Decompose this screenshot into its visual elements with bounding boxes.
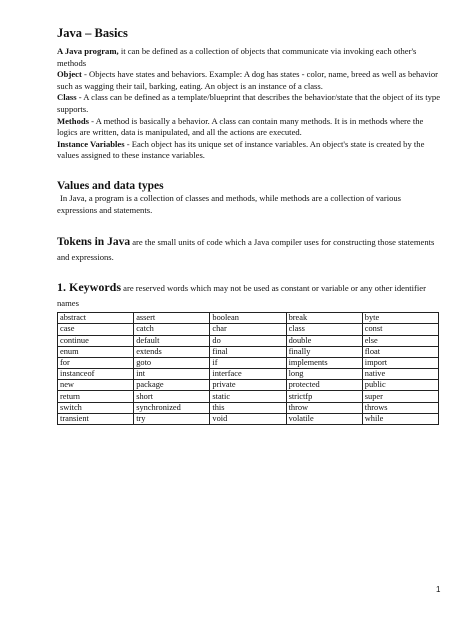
definition-term: Class [57,92,77,103]
table-cell: case [58,324,134,335]
table-row [58,391,439,402]
table-cell: public [362,380,438,391]
table-cell: try [134,413,210,424]
table-cell: new [58,380,134,391]
definition-term: Methods [57,115,89,126]
table-cell: extends [134,346,210,357]
table-cell: strictfp [286,391,362,402]
table-cell: if [210,357,286,368]
keywords-table [57,312,439,425]
table-cell: throw [286,402,362,413]
table-row [58,357,439,368]
table-row [58,324,439,335]
intro-text: it can be defined as a collection of objects that communicate via invoking each other's methods [57,46,417,68]
table-cell: final [210,346,286,357]
table-cell: instanceof [58,369,134,380]
table-cell: private [210,380,286,391]
table-cell: finally [286,346,362,357]
table-cell: this [210,402,286,413]
table-cell: super [362,391,438,402]
table-cell: int [134,369,210,380]
table-cell: continue [58,335,134,346]
intro-term: A Java program, [57,46,119,56]
definition-text: - Objects have states and behaviors. Example: A dog has states - color, name, breed as well as behavior such as wagging their tail, barking, eating. An object is an instance of a class. [57,69,439,91]
keywords-heading: 1. Keywords [57,280,121,295]
table-cell: const [362,324,438,335]
table-cell: default [134,335,210,346]
table-cell: boolean [210,313,286,324]
document-page [57,26,442,425]
table-cell: catch [134,324,210,335]
table-cell: throws [362,402,438,413]
values-paragraph: In Java, a program is a collection of classes and methods, while methods are a collection of various expressions and statements. [57,192,402,215]
table-cell: synchronized [134,402,210,413]
table-cell: import [362,357,438,368]
table-cell: short [134,391,210,402]
table-cell: switch [58,402,134,413]
tokens-text: are the small units of code which a Java compiler uses for constructing those statements and expressions. [57,237,435,263]
table-cell: return [58,391,134,402]
table-cell: for [58,357,134,368]
page-title: Java – Basics [57,26,128,40]
table-row [58,369,439,380]
table-cell: do [210,335,286,346]
table-cell: float [362,346,438,357]
keywords-paragraph [57,280,442,310]
table-cell: assert [134,313,210,324]
keywords-text: are reserved words which may not be used as constant or variable or any other identifier names [57,283,426,309]
table-row [58,346,439,357]
page-number: 1 [436,585,441,594]
table-cell: long [286,369,362,380]
table-cell: enum [58,346,134,357]
table-cell: break [286,313,362,324]
table-cell: else [362,335,438,346]
table-cell: transient [58,413,134,424]
definition-text: - A class can be defined as a template/blueprint that describes the behavior/state that the object of its type supports. [57,92,441,114]
values-heading: Values and data types [57,179,164,192]
table-cell: volatile [286,413,362,424]
table-cell: while [362,413,438,424]
table-cell: abstract [58,313,134,324]
table-cell: double [286,335,362,346]
definition-text: - Each object has its unique set of instance variables. An object's state is created by the values assigned to these instance variables. [57,138,425,161]
definition-class [57,92,442,115]
intro-paragraph [57,46,442,69]
definition-term: Instance Variables [57,138,125,149]
table-cell: native [362,369,438,380]
table-row [58,380,439,391]
tokens-paragraph [57,234,442,264]
table-cell: class [286,324,362,335]
tokens-heading: Tokens in Java [57,236,131,249]
table-cell: interface [210,369,286,380]
definition-term: Object [57,69,82,80]
definition-object [57,69,442,92]
table-row [58,335,439,346]
table-cell: static [210,391,286,402]
table-cell: void [210,413,286,424]
table-cell: protected [286,380,362,391]
table-cell: implements [286,357,362,368]
table-cell: package [134,380,210,391]
definition-text: - A method is basically a behavior. A class can contain many methods. It is in methods where the logics are written, data is manipulated, and all the actions are executed. [57,115,424,138]
definition-instance-variables [57,139,442,162]
table-cell: goto [134,357,210,368]
table-row [58,313,439,324]
table-row [58,413,439,424]
table-cell: byte [362,313,438,324]
definition-methods [57,116,442,139]
table-cell: char [210,324,286,335]
table-row [58,402,439,413]
